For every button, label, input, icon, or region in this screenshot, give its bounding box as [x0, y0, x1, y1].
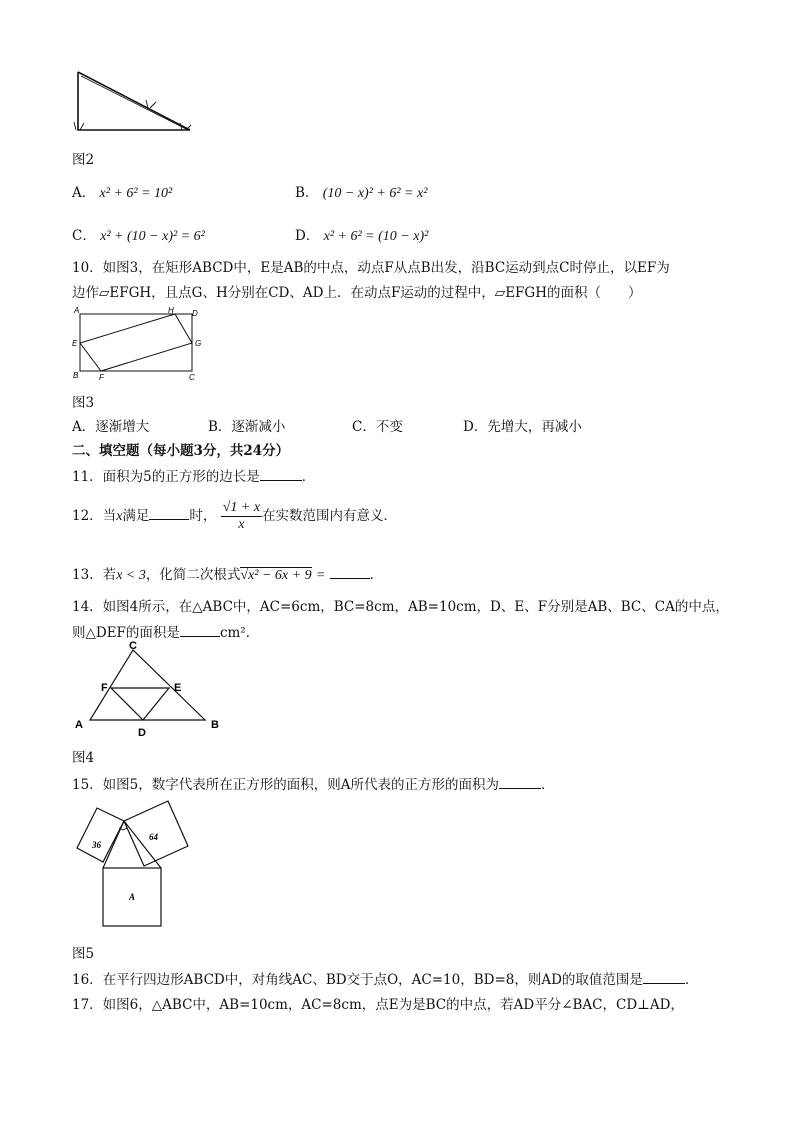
q13-equals: =	[315, 568, 326, 583]
figure-5-squares	[70, 796, 195, 931]
q10-text-line2: 边作▱EFGH，且点G、H分别在CD、AD上．在动点F运动的过程中，▱EFGH的面积（ ）	[72, 285, 642, 301]
section-2-title: 二、填空题（每小题3分，共24分）	[72, 443, 290, 459]
fig4-label-b: B	[211, 719, 219, 731]
option-letter: D．	[295, 228, 320, 244]
q10-text-line1: 10．如图3，在矩形ABCD中，E是AB的中点，动点F从点B出发，沿BC运动到点C时停止，以EF为	[72, 260, 670, 276]
fig5-label-a: A	[129, 892, 136, 902]
option-letter: C．	[72, 228, 96, 244]
q14-unit: cm²．	[219, 625, 260, 641]
fig3-label-f: F	[99, 373, 104, 382]
q13-end: ．	[369, 567, 384, 583]
figure-2-caption: 图2	[72, 152, 95, 168]
q10-option-d[interactable]: D．先增大，再减小	[463, 419, 582, 435]
q13-pre: 13．若	[72, 567, 117, 583]
option-formula: (10 − x)² + 6² = x²	[322, 186, 428, 201]
q10-option-b[interactable]: B．逐渐减小	[208, 419, 286, 435]
q12-var: x	[116, 509, 123, 524]
fig3-label-g: G	[195, 339, 202, 348]
fig4-label-f: F	[101, 682, 108, 694]
fig4-label-d: D	[138, 727, 146, 739]
q13-mid: ，化简二次根式	[145, 567, 241, 583]
fig3-label-e: E	[72, 339, 78, 348]
q12-post: 在实数范围内有意义．	[262, 508, 398, 524]
figure-3-rectangle	[70, 306, 210, 382]
fig5-label-36: 36	[92, 840, 101, 850]
fig3-label-a: A	[74, 306, 80, 315]
q11-end: ．	[301, 469, 316, 485]
q12-denominator: x	[238, 517, 245, 532]
option-formula: x² + (10 − x)² = 6²	[100, 229, 205, 244]
q11-answer-blank[interactable]	[260, 468, 302, 481]
fig5-label-64: 64	[149, 832, 158, 842]
fig3-label-h: H	[168, 306, 174, 315]
option-formula: x² + 6² = (10 − x)²	[323, 229, 429, 244]
q12-mid2: 时，	[189, 508, 217, 524]
figure-4-triangle	[70, 640, 230, 740]
q14-text-line2	[72, 621, 259, 641]
fig3-label-b: B	[73, 371, 79, 380]
fig4-label-a: A	[75, 719, 83, 731]
q13-answer-blank[interactable]	[330, 566, 370, 579]
option-formula: x² + 6² = 10²	[99, 186, 173, 201]
figure-4-caption: 图4	[72, 750, 95, 766]
fig4-label-c: C	[129, 640, 137, 652]
fig3-label-c: C	[189, 373, 195, 382]
q9-option-a[interactable]	[72, 181, 172, 202]
q12-mid: 满足	[122, 508, 150, 524]
q10-option-c[interactable]: C．不变	[352, 419, 403, 435]
q12-fraction	[221, 500, 262, 533]
q9-option-c[interactable]	[72, 224, 205, 245]
q15	[72, 773, 555, 793]
q12-numerator: √1 + x	[222, 500, 261, 515]
q14-answer-blank[interactable]	[180, 624, 220, 637]
q12-pre: 12．当	[72, 508, 117, 524]
q11	[72, 465, 315, 485]
q15-text: 15．如图5，数字代表所在正方形的面积，则A所代表的正方形的面积为	[72, 777, 500, 793]
q16-end: ．	[684, 972, 699, 988]
figure-5-caption: 图5	[72, 946, 95, 962]
option-letter: A．	[72, 185, 96, 201]
q14-line2-pre: 则△DEF的面积是	[72, 625, 180, 641]
q13	[72, 563, 383, 584]
q9-option-d[interactable]	[295, 224, 428, 245]
q12	[72, 500, 397, 533]
q15-end: ．	[541, 777, 555, 793]
figure-3-caption: 图3	[72, 395, 95, 411]
q16	[72, 968, 698, 988]
q15-answer-blank[interactable]	[499, 776, 541, 789]
q16-text: 16．在平行四边形ABCD中，对角线AC、BD交于点O，AC=10，BD=8，则AD的取值范围是	[72, 972, 643, 988]
fig3-label-d: D	[192, 309, 198, 318]
option-letter: B．	[295, 185, 319, 201]
q13-condition: x < 3	[116, 568, 146, 583]
q11-text: 11．面积为5的正方形的边长是	[72, 469, 260, 485]
q14-text-line1: 14．如图4所示，在△ABC中，AC=6cm，BC=8cm，AB=10cm，D、E、F分别是AB、BC、CA的中点，	[72, 599, 729, 615]
fig4-label-e: E	[174, 682, 182, 694]
q16-answer-blank[interactable]	[643, 971, 685, 984]
q17-text: 17．如图6，△ABC中，AB=10cm，AC=8cm，点E为是BC的中点，若AD平分∠BAC，CD⊥AD，	[72, 997, 684, 1013]
figure-2-triangle	[70, 68, 195, 136]
q12-answer-blank[interactable]	[149, 507, 189, 520]
q13-radical: √x² − 6x + 9	[240, 568, 312, 583]
q10-option-a[interactable]: A．逐渐增大	[72, 419, 150, 435]
q9-option-b[interactable]	[295, 181, 427, 202]
